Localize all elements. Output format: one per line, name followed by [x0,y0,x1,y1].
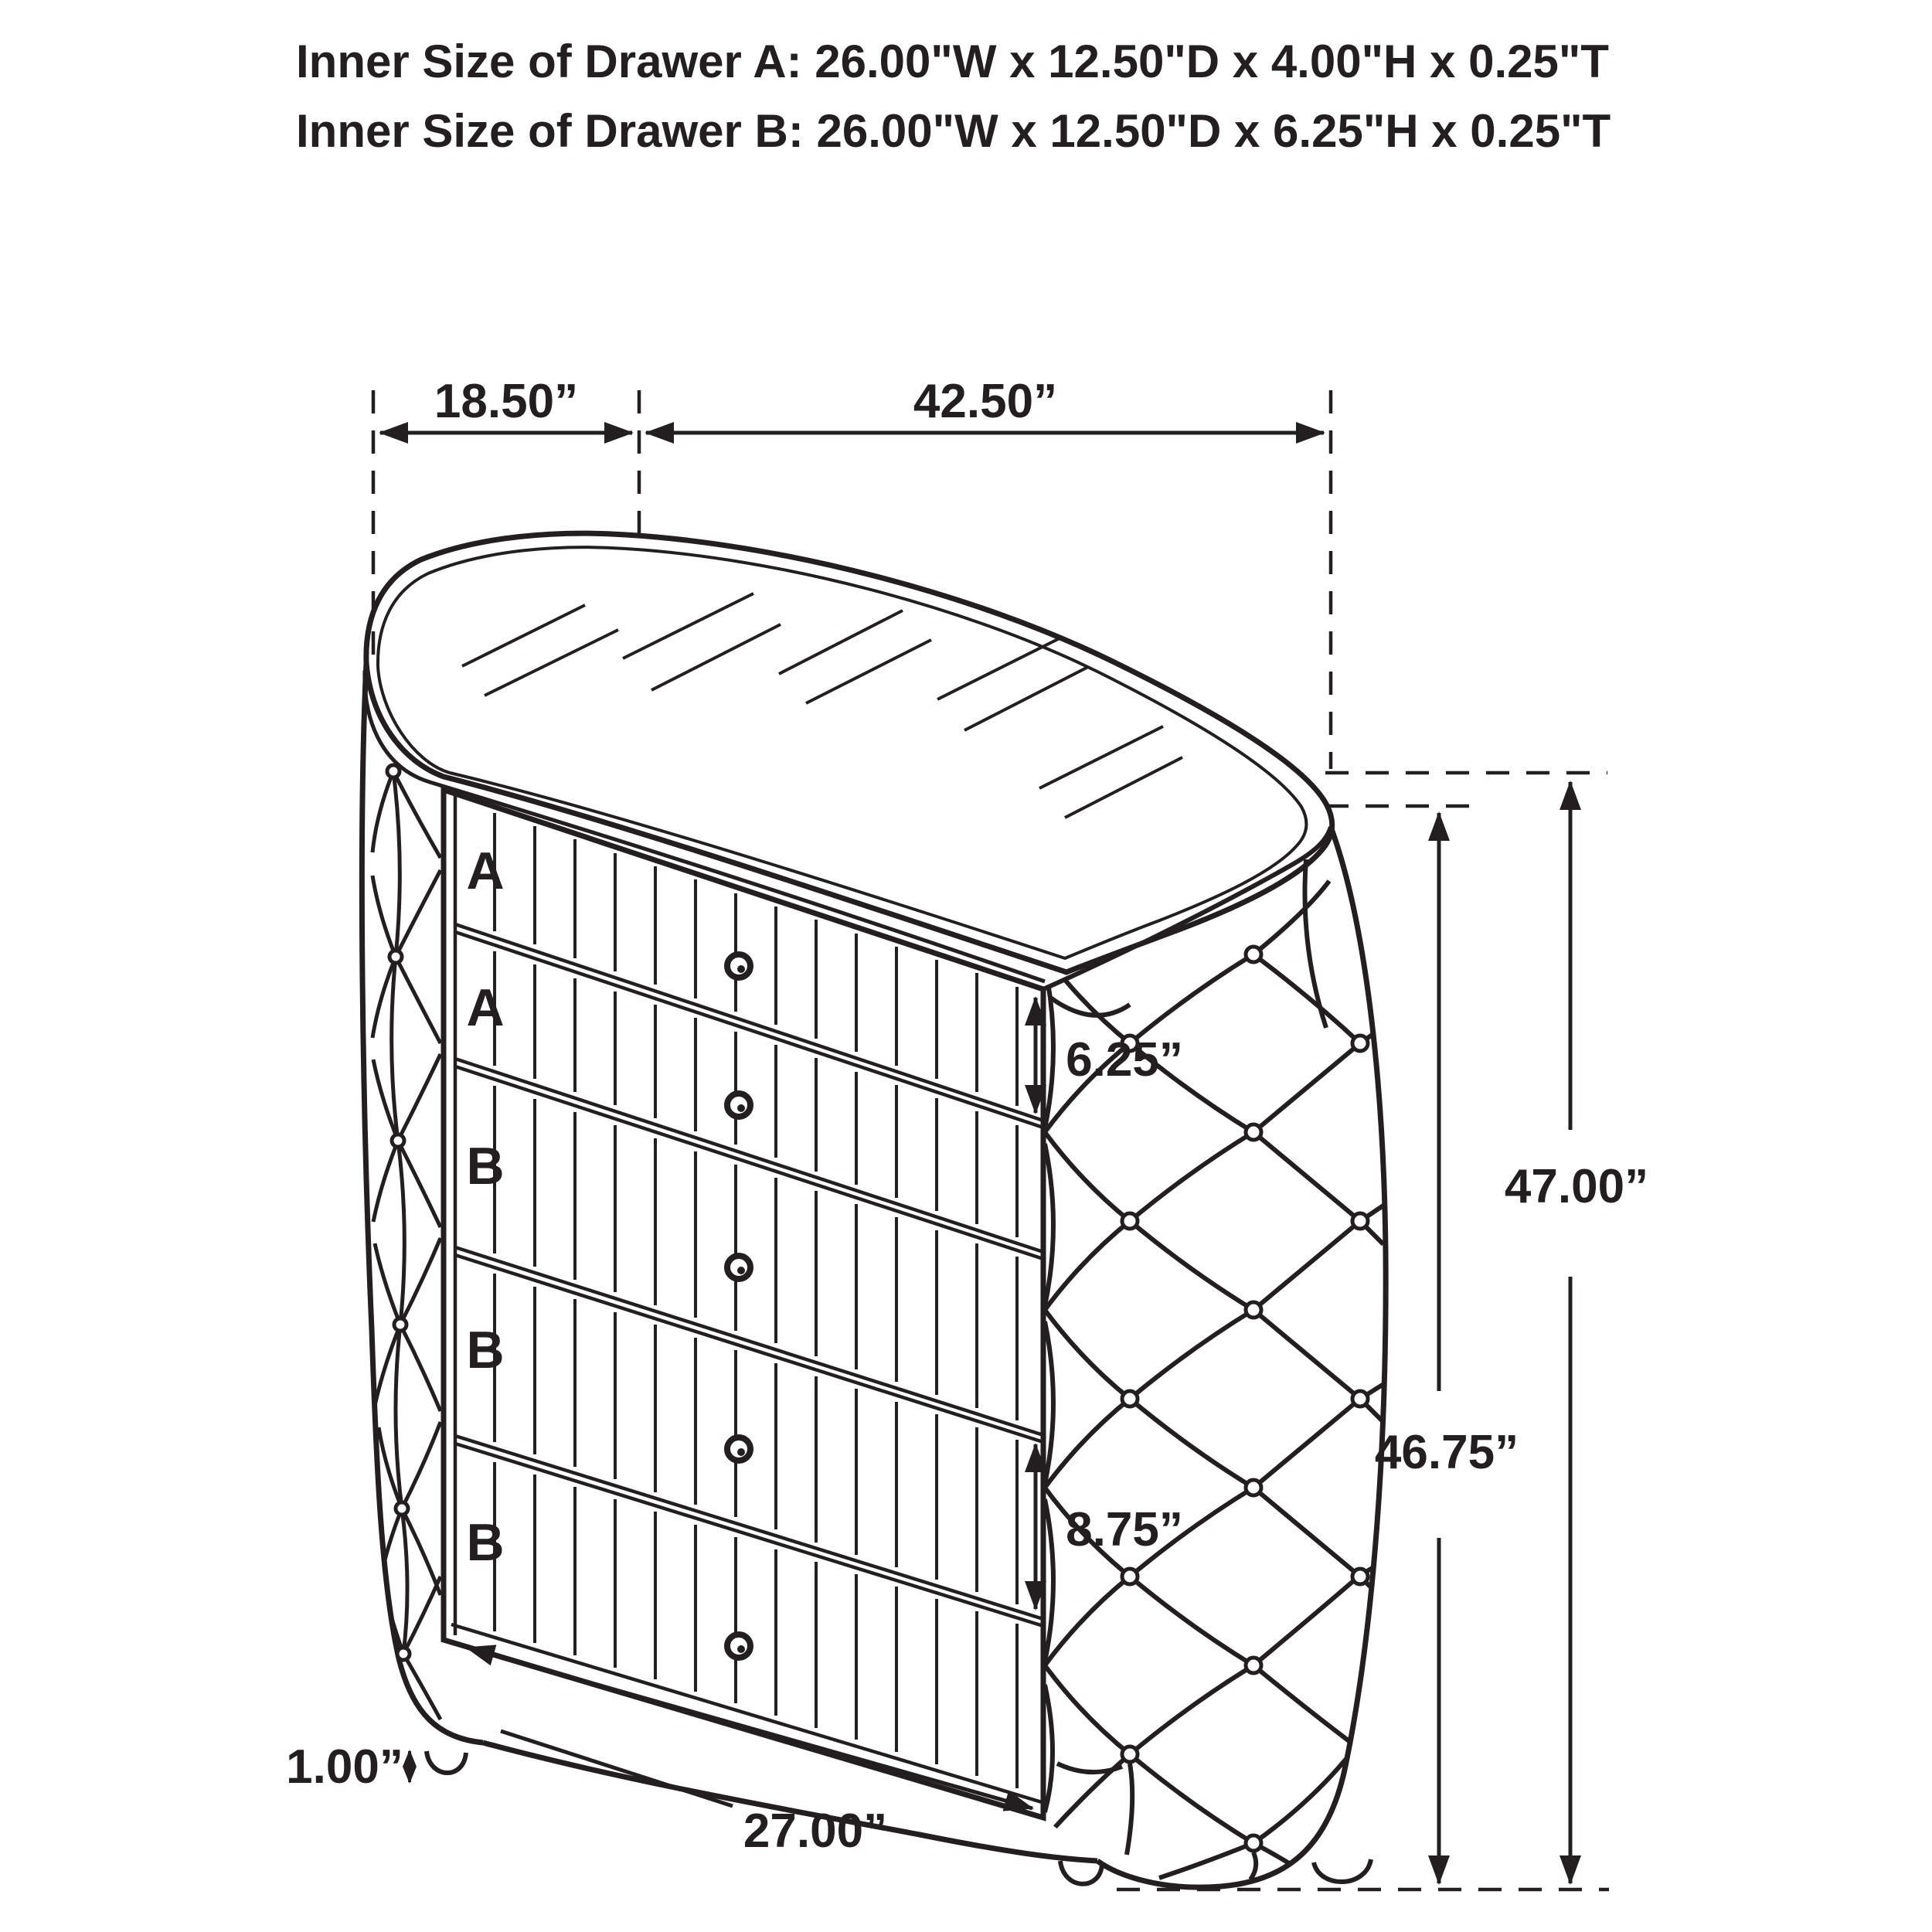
tuft-button [396,1502,408,1515]
total-height-label: 47.00” [1504,1160,1649,1213]
foot-height-dimension [286,1740,410,1794]
top-depth-label: 18.50” [434,375,579,428]
drawer-knob [727,1256,750,1279]
right-side-panel [1043,827,1386,1887]
front-panel [444,790,1043,1818]
drawer-knob [727,1634,750,1658]
tuft-button [1246,1658,1261,1673]
front-right-foot [1060,1861,1102,1884]
tuft-button [1352,1213,1368,1229]
right-tuft-crease-lines [1045,859,1326,1879]
header-line-drawer-a: Inner Size of Drawer A: 26.00"W x 12.50"D x 4.00"H x 0.25"T [296,36,1609,87]
drawer-label: B [466,1321,505,1379]
far-right-foot [1314,1859,1371,1882]
tuft-button [1352,1391,1368,1406]
tuft-button [1246,1124,1261,1140]
dresser-drawing [362,533,1386,1887]
tuft-button [1122,1747,1138,1762]
foot-height-label: 1.00” [286,1740,403,1794]
header-line-drawer-b: Inner Size of Drawer B: 26.00"W x 12.50"D x 6.25"H x 0.25"T [296,105,1611,157]
drawer-width-label: 27.00” [743,1804,888,1858]
drawer-label: B [466,1513,505,1572]
drawer-knob [727,954,750,978]
diamond-tuft-lattice [1045,881,1385,1878]
left-foot [427,1751,466,1773]
drawer-label: B [466,1137,505,1196]
tuft-button [397,1648,410,1660]
tuft-button [394,1318,406,1331]
body-height-label: 46.75” [1374,1426,1519,1479]
tuft-button [1352,1569,1368,1584]
tuft-button [1246,1480,1261,1495]
drawer-front-height-dimensions [1036,998,1183,1609]
tuft-button [1246,947,1261,962]
left-tuft-crease-lines [372,771,440,1719]
tuft-button [1246,1835,1261,1851]
tuft-button [1246,1302,1261,1318]
right-silhouette-line [1097,827,1386,1887]
drawer-knob [727,1437,750,1461]
tuft-button [1122,1213,1138,1229]
drawer-label: A [466,842,505,900]
tuft-button [1122,1391,1138,1406]
top-width-label: 42.50” [913,375,1058,428]
tuft-button [1122,1569,1138,1584]
tuft-button [392,1134,404,1147]
tuft-button [389,951,402,963]
tuft-button [387,765,400,777]
drawer-label: A [466,978,505,1037]
drawer-knob [727,1094,750,1117]
header [296,36,1611,157]
tuft-button [1352,1036,1368,1051]
drawer-width-leader-line [501,1731,733,1806]
drawer-a-height-label: 6.25” [1066,1033,1183,1087]
height-dimensions [1117,773,1648,1889]
drawer-b-height-label: 8.75” [1066,1503,1183,1556]
